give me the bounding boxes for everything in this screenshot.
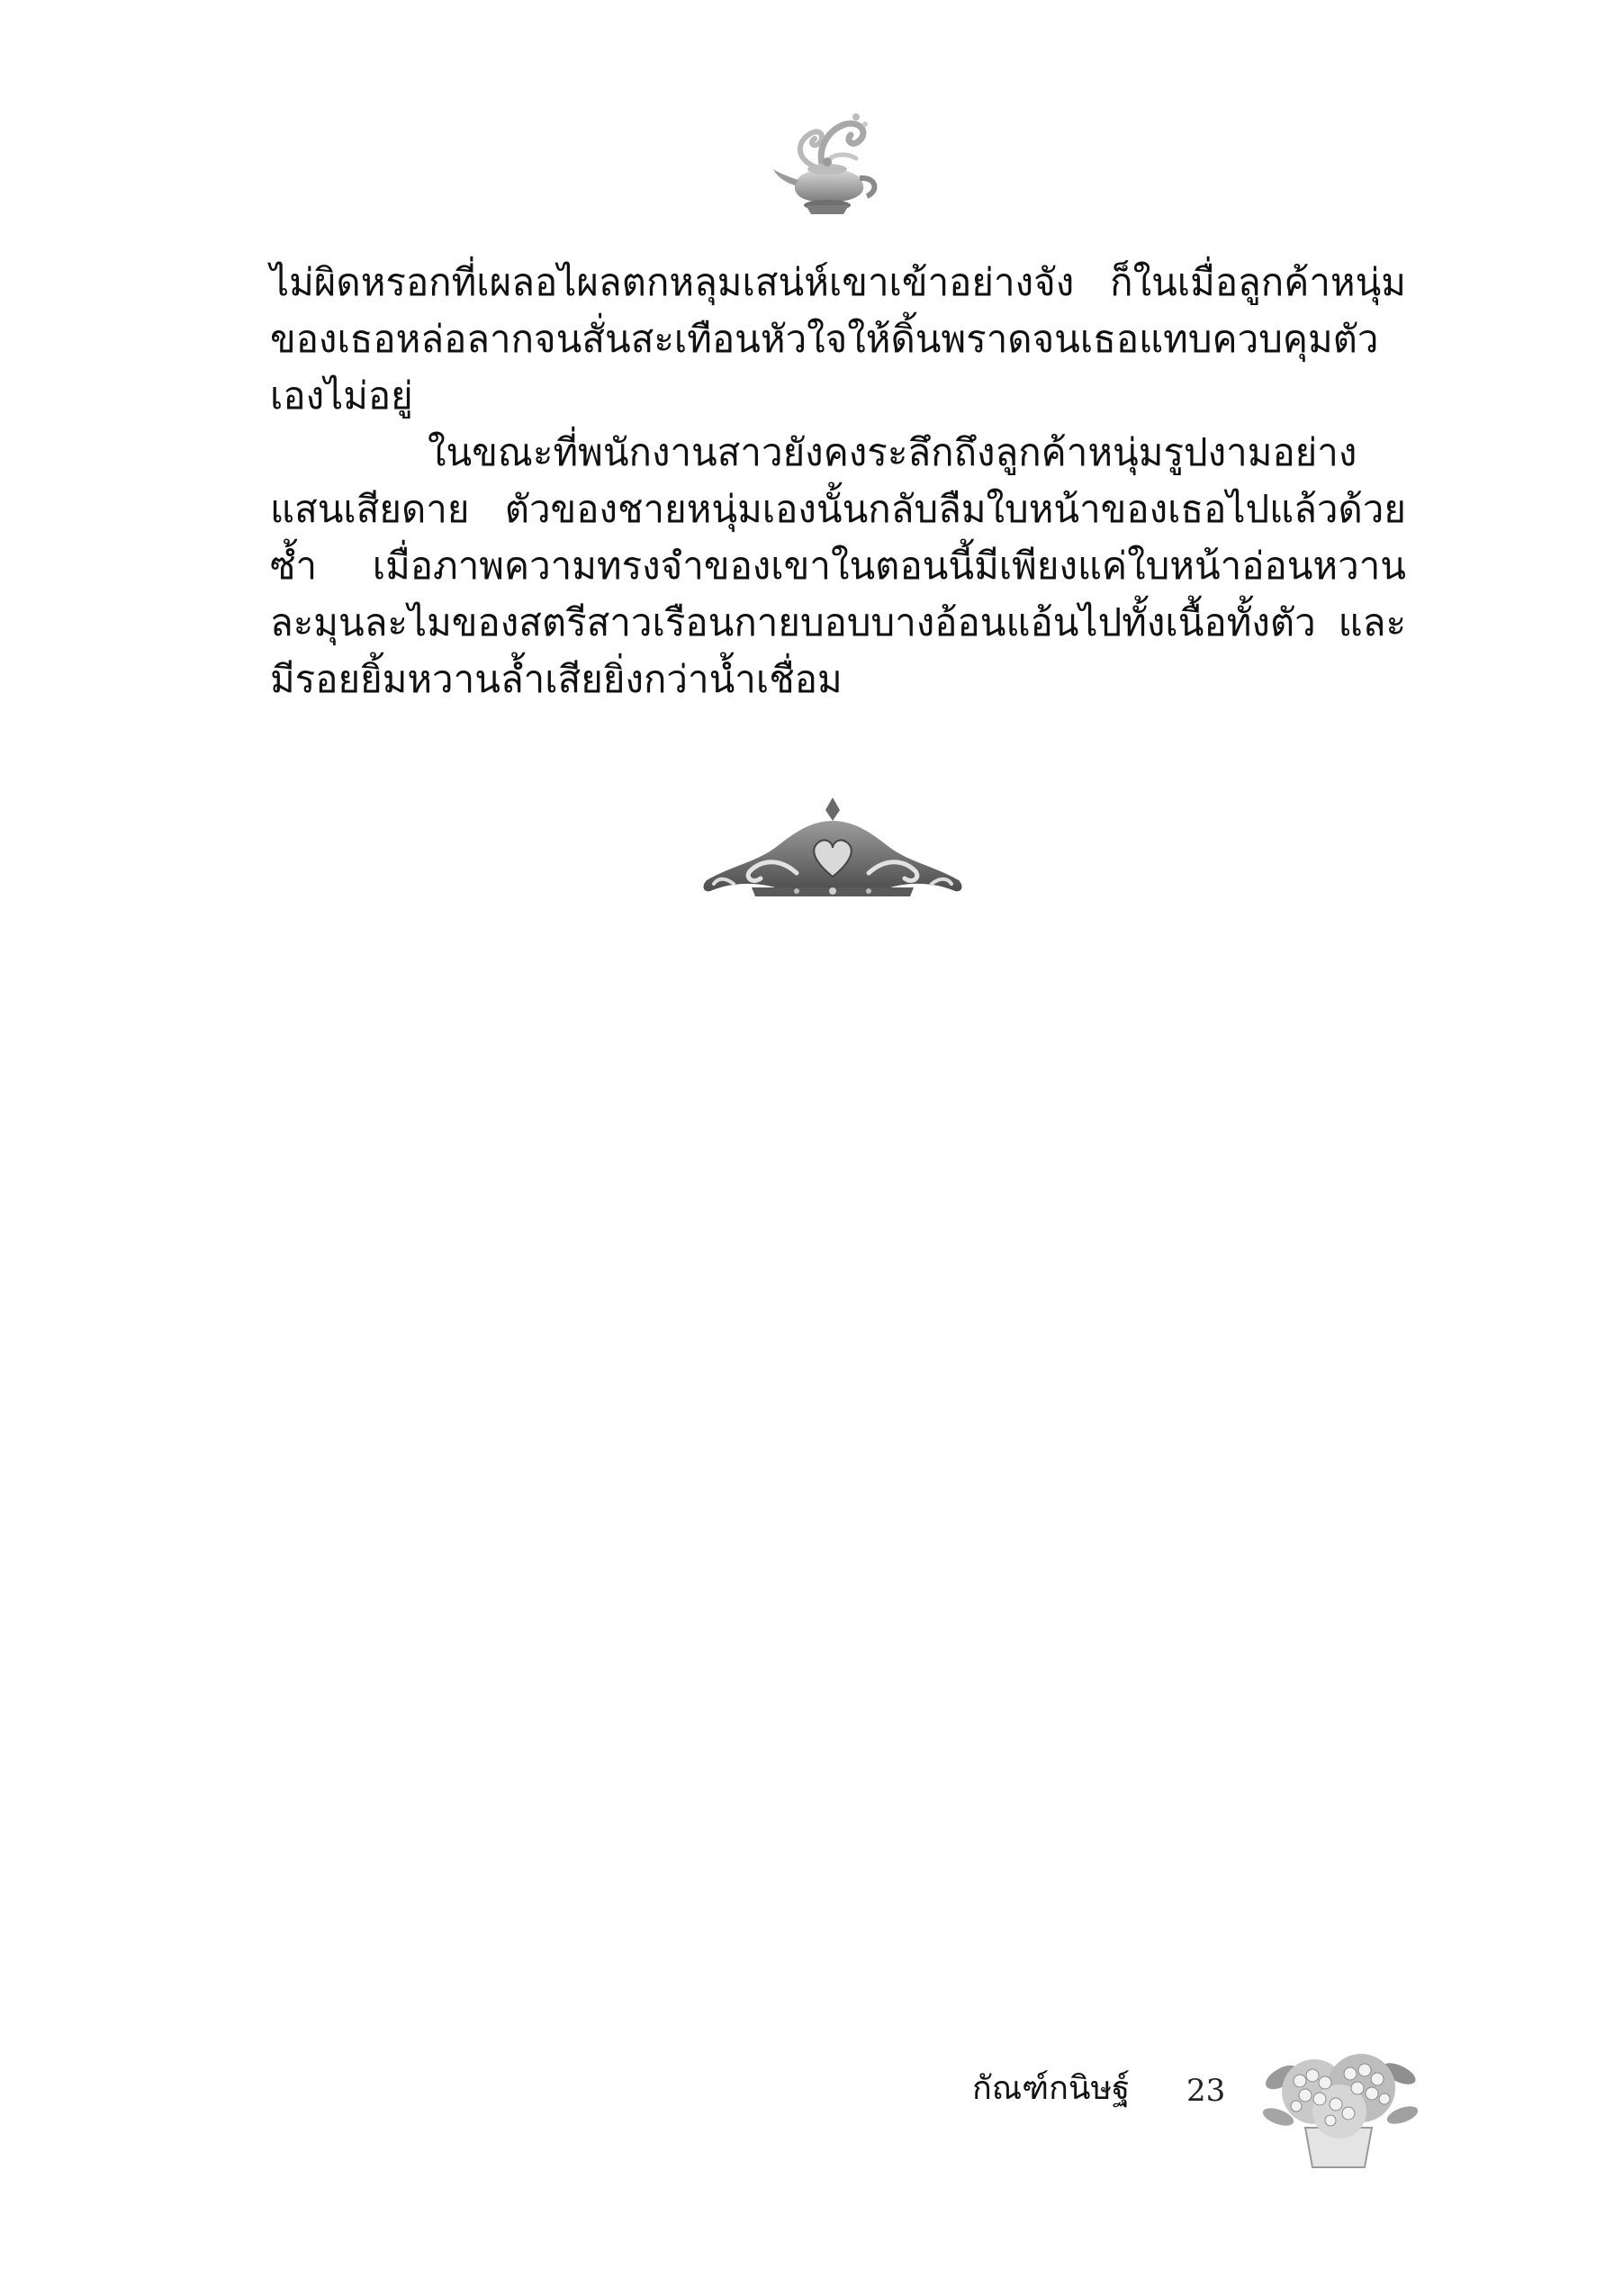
- page-number: 23: [1186, 2073, 1226, 2109]
- paragraph-2: ในขณะที่พนักงานสาวยังคงระลึกถึงลูกค้าหนุ่มรูปงามอย่างแสนเสียดาย ตัวของชายหนุ่มเองนั้นกลับลืมใบหน้าของเธอไปแล้วด้วยซ้ำ เมื่อภาพความทรงจำของเขาในตอนนี้มีเพียงแค่ใบหน้าอ่อนหวานละมุนละไมของสตรีสาวเรือนกายบอบบางอ้อนแอ้นไปทั้งเนื้อทั้งตัว และมีรอยยิ้มหวานล้ำเสียยิ่งกว่าน้ำเชื่อม: [270, 430, 1406, 701]
- footer-book-title: กัณฑ์กนิษฐ์: [972, 2070, 1131, 2107]
- crown-ornament-icon: [698, 794, 968, 909]
- teapot-ornament-icon: [770, 106, 887, 223]
- flower-vase-icon: [1260, 2041, 1418, 2169]
- paragraph-1: ไม่ผิดหรอกที่เผลอไผลตกหลุมเสน่ห์เขาเข้าอย่างจัง ก็ในเมื่อลูกค้าหนุ่มของเธอหล่อลากจนสั่นสะเทือนหัวใจให้ดิ้นพราดจนเธอแทบควบคุมตัวเองไม่อยู่: [270, 260, 1406, 418]
- body-text: [270, 254, 1406, 707]
